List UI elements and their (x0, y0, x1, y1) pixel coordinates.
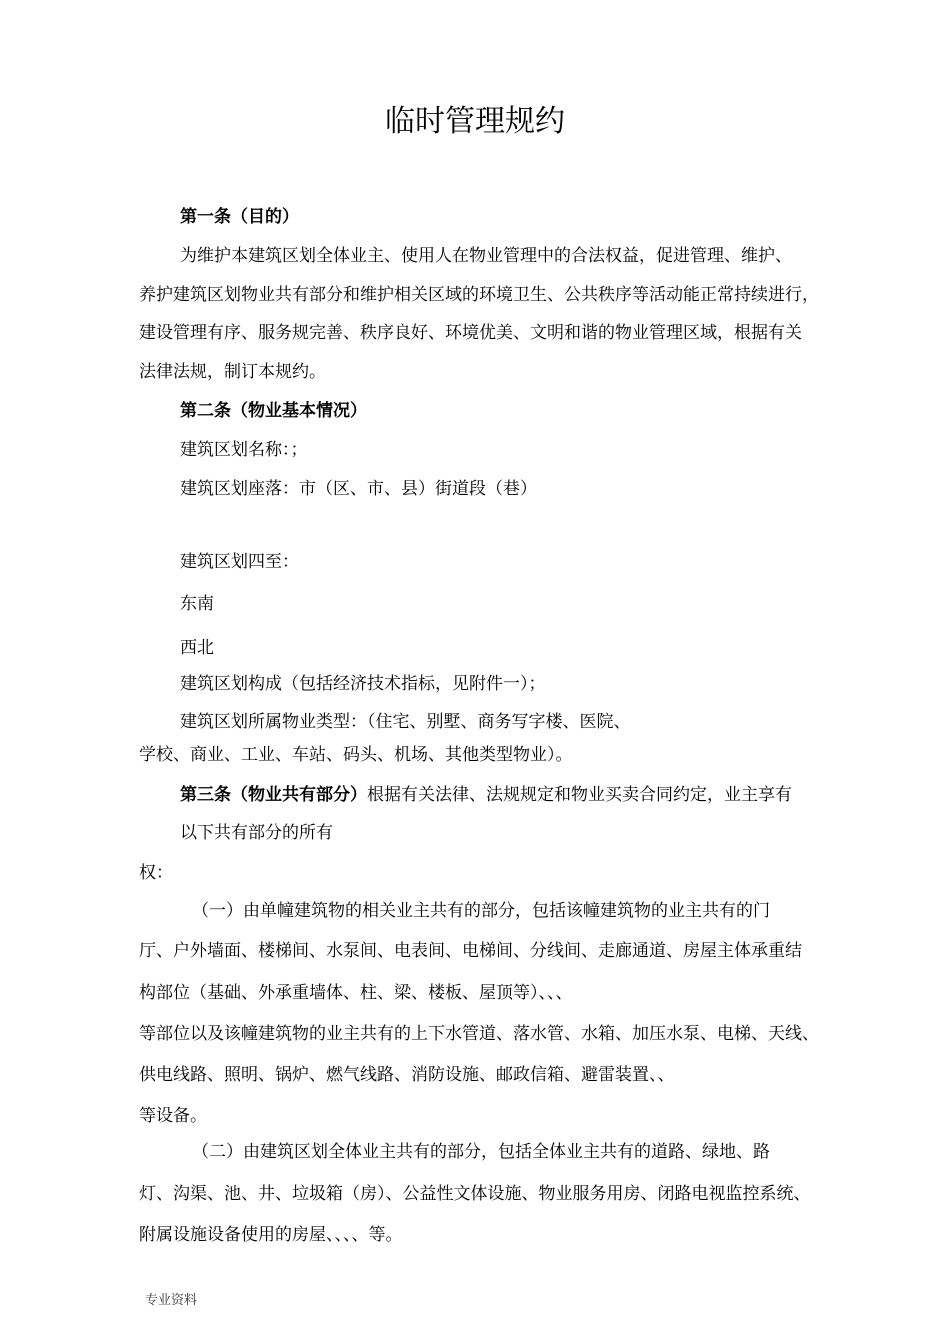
article2-heading: 第二条（物业基本情况） (180, 401, 367, 421)
property-type-line: 学校、商业、工业、车站、码头、机场、其他类型物业）。 (139, 745, 573, 765)
article3-intro: 根据有关法律、法规规定和物业买卖合同约定，业主享有 (367, 785, 792, 805)
article1-line: 为维护本建筑区划全体业主、使用人在物业管理中的合法权益，促进管理、维护、 (180, 246, 792, 266)
article3-intro-cont: 以下共有部分的所有 (180, 823, 333, 843)
page-footer: 专业资料 (145, 1293, 198, 1308)
composition-line: 建筑区划构成（包括经济技术指标，见附件一）； (180, 674, 546, 694)
item2-line: 灯、沟渠、池、井、垃圾箱（房）、公益性文体设施、物业服务用房、闭路电视监控系统、 (139, 1184, 811, 1204)
item2-line: 附属设施设备使用的房屋、、、、等。 (139, 1225, 403, 1245)
article3-intro-line (180, 784, 792, 806)
item1-line: 厅、户外墙面、楼梯间、水泵间、电表间、电梯间、分线间、走廊通道、房屋主体承重结 (139, 941, 802, 961)
item1-line: 供电线路、照明、锅炉、燃气线路、消防设施、邮政信箱、避雷装置、、 (139, 1065, 675, 1085)
article1-line: 建设管理有序、服务规完善、秩序良好、环境优美、文明和谐的物业管理区域，根据有关 (139, 323, 802, 343)
property-name-line: 建筑区划名称：； (180, 440, 308, 460)
article1-line: 法律法规，制订本规约。 (139, 362, 326, 382)
property-location-line: 建筑区划座落：市（区、市、县）街道段（巷） (180, 479, 537, 499)
item2-line: （二）由建筑区划全体业主共有的部分，包括全体业主共有的道路、绿地、路 (192, 1142, 770, 1162)
document-title: 临时管理规约 (385, 104, 565, 139)
item1-line: 等设备。 (139, 1106, 207, 1126)
item1-line: 构部位（基础、外承重墙体、柱、梁、楼板、屋顶等）、、、 (139, 983, 573, 1003)
article1-heading: 第一条（目的） (180, 207, 299, 227)
boundary-label: 建筑区划四至： (180, 552, 299, 572)
property-type-line: 建筑区划所属物业类型：（住宅、别墅、商务写字楼、医院、 (180, 712, 631, 732)
item1-line: 等部位以及该幢建筑物的业主共有的上下水管道、落水管、水箱、加压水泵、电梯、天线、 (139, 1024, 819, 1044)
article3-heading: 第三条（物业共有部分） (180, 785, 367, 805)
article3-intro-end: 权： (139, 863, 173, 883)
boundary-east-south: 东南 (180, 594, 214, 614)
article1-line: 养护建筑区划物业共有部分和维护相关区域的环境卫生、公共秩序等活动能正常持续进行， (139, 285, 819, 305)
item1-line: （一）由单幢建筑物的相关业主共有的部分，包括该幢建筑物的业主共有的门 (192, 901, 770, 921)
boundary-west-north: 西北 (180, 638, 214, 658)
